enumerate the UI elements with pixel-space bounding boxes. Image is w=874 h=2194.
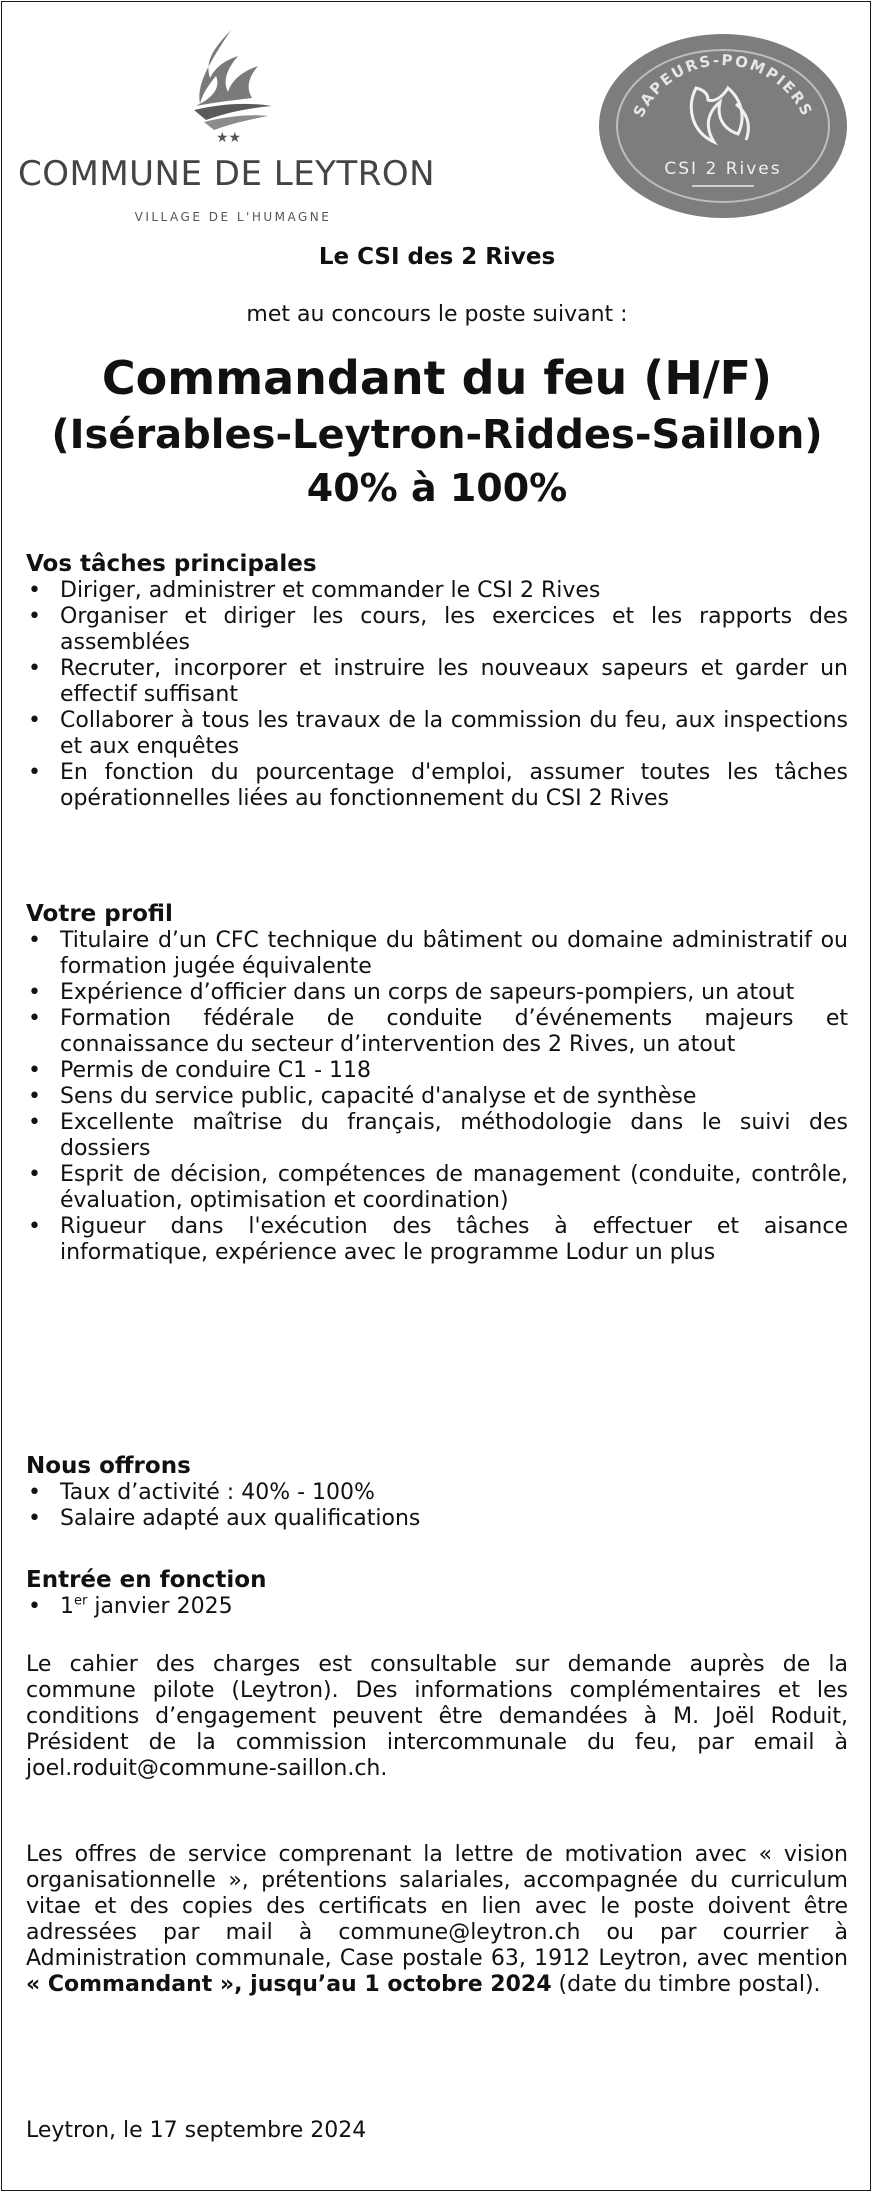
- list-item: • Rigueur dans l'exécution des tâches à effectuer et aisance informatique, expérience avec le programme Lodur un plus: [26, 1214, 848, 1266]
- info-text: Le cahier des charges est consultable sur demande auprès de la commune pilote (Leytron). Des informations complémentaires et les conditions d’engagement peuvent être demandées à M. Joël Roduit, Président de la commission intercommunale du feu, par email à joel.roduit@commune-saillon.ch.: [26, 1652, 848, 1781]
- list-item: • Diriger, administrer et commander le CSI 2 Rives: [26, 578, 848, 604]
- list-item: • En fonction du pourcentage d'emploi, assumer toutes les tâches opérationnelles liées au fonctionnement du CSI 2 Rives: [26, 760, 848, 812]
- job-rate: 40% à 100%: [306, 466, 568, 510]
- offer-section: [26, 1452, 848, 1532]
- profile-heading: Votre profil: [26, 901, 173, 927]
- tasks-heading: Vos tâches principales: [26, 551, 317, 577]
- list-item: • Collaborer à tous les travaux de la commission du feu, aux inspections et aux enquêtes: [26, 708, 848, 760]
- info-paragraph: [26, 1652, 848, 1782]
- commune-tagline: VILLAGE DE L'HUMAGNE: [134, 210, 332, 224]
- list-item: • Permis de conduire C1 - 118: [26, 1058, 848, 1084]
- list-item: • Taux d’activité : 40% - 100%: [26, 1480, 848, 1506]
- start-heading: Entrée en fonction: [26, 1567, 267, 1593]
- list-item: • Sens du service public, capacité d'analyse et de synthèse: [26, 1084, 848, 1110]
- fire-brigade-badge-icon: [596, 28, 850, 218]
- application-text: Les offres de service comprenant la lettre de motivation avec « vision organisationnelle », prétentions salariales, accompagnée du curriculum vitae et des copies des certificats en lien avec le poste doivent être adressées par mail à commune@leytron.ch ou par courrier à Administration communale, Case postale 63, 1912 Leytron, avec mention « Commandant », jusqu’au 1 octobre 2024 (date du timbre postal).: [26, 1842, 848, 1997]
- list-item: • Esprit de décision, compétences de management (conduite, contrôle, évaluation, optimisation et coordination): [26, 1162, 848, 1214]
- csi-badge: [596, 28, 850, 218]
- profile-list: [26, 928, 848, 1266]
- list-item: • Recruter, incorporer et instruire les nouveaux sapeurs et garder un effectif suffisant: [26, 656, 848, 708]
- tasks-list: [26, 578, 848, 812]
- start-list: [26, 1594, 848, 1620]
- tasks-section: [26, 550, 848, 812]
- offer-list: [26, 1480, 848, 1532]
- badge-arc-text: SAPEURS-POMPIERS: [629, 51, 817, 121]
- svg-text:★★: ★★: [216, 130, 242, 146]
- list-item: • Expérience d’officier dans un corps de sapeurs-pompiers, un atout: [26, 980, 848, 1006]
- application-mention: « Commandant », jusqu’au 1 octobre 2024: [26, 1972, 552, 1997]
- list-item: • Salaire adapté aux qualifications: [26, 1506, 848, 1532]
- announcement-sub: met au concours le poste suivant :: [246, 302, 628, 327]
- profile-section: [26, 900, 848, 1266]
- commune-emblem-icon: [176, 26, 286, 146]
- list-item: • Titulaire d’un CFC technique du bâtiment ou domaine administratif ou formation jugée équivalente: [26, 928, 848, 980]
- job-region: (Isérables-Leytron-Riddes-Saillon): [51, 412, 823, 458]
- start-date: • 1er janvier 2025: [26, 1594, 848, 1620]
- list-item: • Formation fédérale de conduite d’événements majeurs et connaissance du secteur d’intervention des 2 Rives, un atout: [26, 1006, 848, 1058]
- list-item: • Excellente maîtrise du français, méthodologie dans le suivi des dossiers: [26, 1110, 848, 1162]
- announcement-intro: Le CSI des 2 Rives: [318, 244, 556, 270]
- list-item: • Organiser et diriger les cours, les exercices et les rapports des assemblées: [26, 604, 848, 656]
- commune-logo: [18, 26, 448, 226]
- commune-name: COMMUNE DE LEYTRON: [18, 154, 436, 194]
- application-paragraph: [26, 1842, 848, 1998]
- badge-name: CSI 2 Rives: [664, 159, 782, 179]
- offer-heading: Nous offrons: [26, 1453, 191, 1479]
- start-section: [26, 1566, 848, 1620]
- signoff: Leytron, le 17 septembre 2024: [26, 2118, 367, 2143]
- job-title: Commandant du feu (H/F): [101, 351, 773, 405]
